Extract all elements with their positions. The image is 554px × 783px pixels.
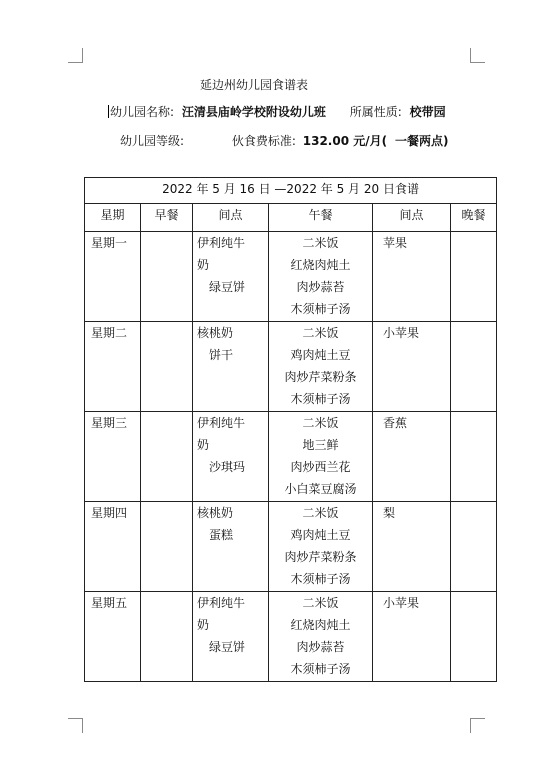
breakfast-cell (141, 592, 193, 682)
lunch-item: 肉炒蒜苔 (296, 280, 345, 294)
lunch-item: 肉炒蒜苔 (296, 640, 345, 654)
lunch-item: 地三鲜 (302, 438, 339, 452)
breakfast-cell (141, 502, 193, 592)
lunch-item: 红烧肉炖土 (290, 258, 351, 272)
level-label: 幼儿园等级: (120, 134, 185, 148)
lunch-item: 小白菜豆腐汤 (284, 482, 357, 496)
crop-mark-bottom-right (470, 718, 485, 733)
lunch-item: 木须柿子汤 (290, 302, 351, 316)
day-cell: 星期三 (85, 412, 141, 502)
snack1-cell (193, 502, 269, 592)
lunch-item: 二米饭 (302, 596, 339, 610)
lunch-cell (269, 322, 373, 412)
column-header-day: 星期 (85, 204, 141, 232)
snack1-item: 奶 (197, 438, 210, 452)
lunch-item: 红烧肉炖土 (290, 618, 351, 632)
lunch-item: 二米饭 (302, 326, 339, 340)
date-range-row (85, 178, 497, 204)
lunch-item: 二米饭 (302, 416, 339, 430)
lunch-item: 二米饭 (302, 236, 339, 250)
snack1-item: 蛋糕 (209, 528, 234, 542)
crop-mark-top-left (68, 48, 83, 63)
menu-row (85, 322, 497, 412)
lunch-item: 肉炒芹菜粉条 (284, 550, 357, 564)
snack2-item: 梨 (383, 506, 396, 520)
lunch-item: 肉炒西兰花 (290, 460, 351, 474)
snack2-item: 香蕉 (383, 416, 408, 430)
fee-label: 伙食费标准: (231, 134, 296, 148)
snack1-cell (193, 322, 269, 412)
lunch-item: 木须柿子汤 (290, 392, 351, 406)
snack1-item: 奶 (197, 618, 210, 632)
lunch-item: 二米饭 (302, 506, 339, 520)
snack2-item: 小苹果 (383, 596, 420, 610)
snack1-item: 核桃奶 (197, 506, 234, 520)
crop-mark-top-right (470, 48, 485, 63)
lunch-item: 木须柿子汤 (290, 662, 351, 676)
snack1-item: 沙琪玛 (209, 460, 246, 474)
snack1-item: 绿豆饼 (209, 280, 246, 294)
day-cell: 星期一 (85, 232, 141, 322)
snack2-cell (373, 502, 451, 592)
snack2-item: 苹果 (383, 236, 408, 250)
lunch-item: 鸡肉炖土豆 (290, 528, 351, 542)
column-header-snack-am: 间点 (193, 204, 269, 232)
kindergarten-name-value: 汪清县庙岭学校附设幼儿班 (181, 105, 326, 119)
menu-table (84, 177, 497, 682)
day-cell: 星期五 (85, 592, 141, 682)
snack1-item: 饼干 (209, 348, 234, 362)
kindergarten-name-label: 幼儿园名称: (110, 105, 175, 119)
column-header-row (85, 204, 497, 232)
menu-row (85, 592, 497, 682)
menu-row (85, 412, 497, 502)
snack1-cell (193, 412, 269, 502)
column-header-dinner: 晚餐 (451, 204, 497, 232)
fee-note: 一餐两点) (394, 134, 449, 148)
lunch-cell (269, 592, 373, 682)
snack1-item: 奶 (197, 258, 210, 272)
lunch-cell (269, 232, 373, 322)
dinner-cell (451, 232, 497, 322)
dinner-cell (451, 412, 497, 502)
snack2-cell (373, 322, 451, 412)
column-header-lunch: 午餐 (269, 204, 373, 232)
crop-mark-bottom-left (68, 718, 83, 733)
snack1-cell (193, 592, 269, 682)
kindergarten-info-line (108, 103, 446, 120)
lunch-cell (269, 502, 373, 592)
dinner-cell (451, 592, 497, 682)
nature-label: 所属性质: (349, 105, 402, 119)
snack2-cell (373, 412, 451, 502)
text-cursor (108, 105, 109, 118)
day-cell: 星期二 (85, 322, 141, 412)
snack1-item: 伊利纯牛 (197, 416, 246, 430)
breakfast-cell (141, 412, 193, 502)
dinner-cell (451, 502, 497, 592)
breakfast-cell (141, 322, 193, 412)
lunch-cell (269, 412, 373, 502)
document-title: 延边州幼儿园食谱表 (200, 78, 309, 92)
fee-value: 132.00 元/月( (302, 134, 388, 148)
snack1-item: 伊利纯牛 (197, 596, 246, 610)
menu-body (85, 232, 497, 682)
dinner-cell (451, 322, 497, 412)
lunch-item: 木须柿子汤 (290, 572, 351, 586)
day-cell: 星期四 (85, 502, 141, 592)
snack2-cell (373, 232, 451, 322)
snack2-cell (373, 592, 451, 682)
level-fee-line (120, 132, 448, 149)
date-range: 2022 年 5 月 16 日 —2022 年 5 月 20 日食谱 (85, 178, 497, 204)
menu-row (85, 232, 497, 322)
breakfast-cell (141, 232, 193, 322)
snack1-cell (193, 232, 269, 322)
snack1-item: 绿豆饼 (209, 640, 246, 654)
column-header-breakfast: 早餐 (141, 204, 193, 232)
snack2-item: 小苹果 (383, 326, 420, 340)
snack1-item: 核桃奶 (197, 326, 234, 340)
column-header-snack-pm: 间点 (373, 204, 451, 232)
nature-value: 校带园 (409, 105, 446, 119)
snack1-item: 伊利纯牛 (197, 236, 246, 250)
menu-row (85, 502, 497, 592)
lunch-item: 鸡肉炖土豆 (290, 348, 351, 362)
lunch-item: 肉炒芹菜粉条 (284, 370, 357, 384)
